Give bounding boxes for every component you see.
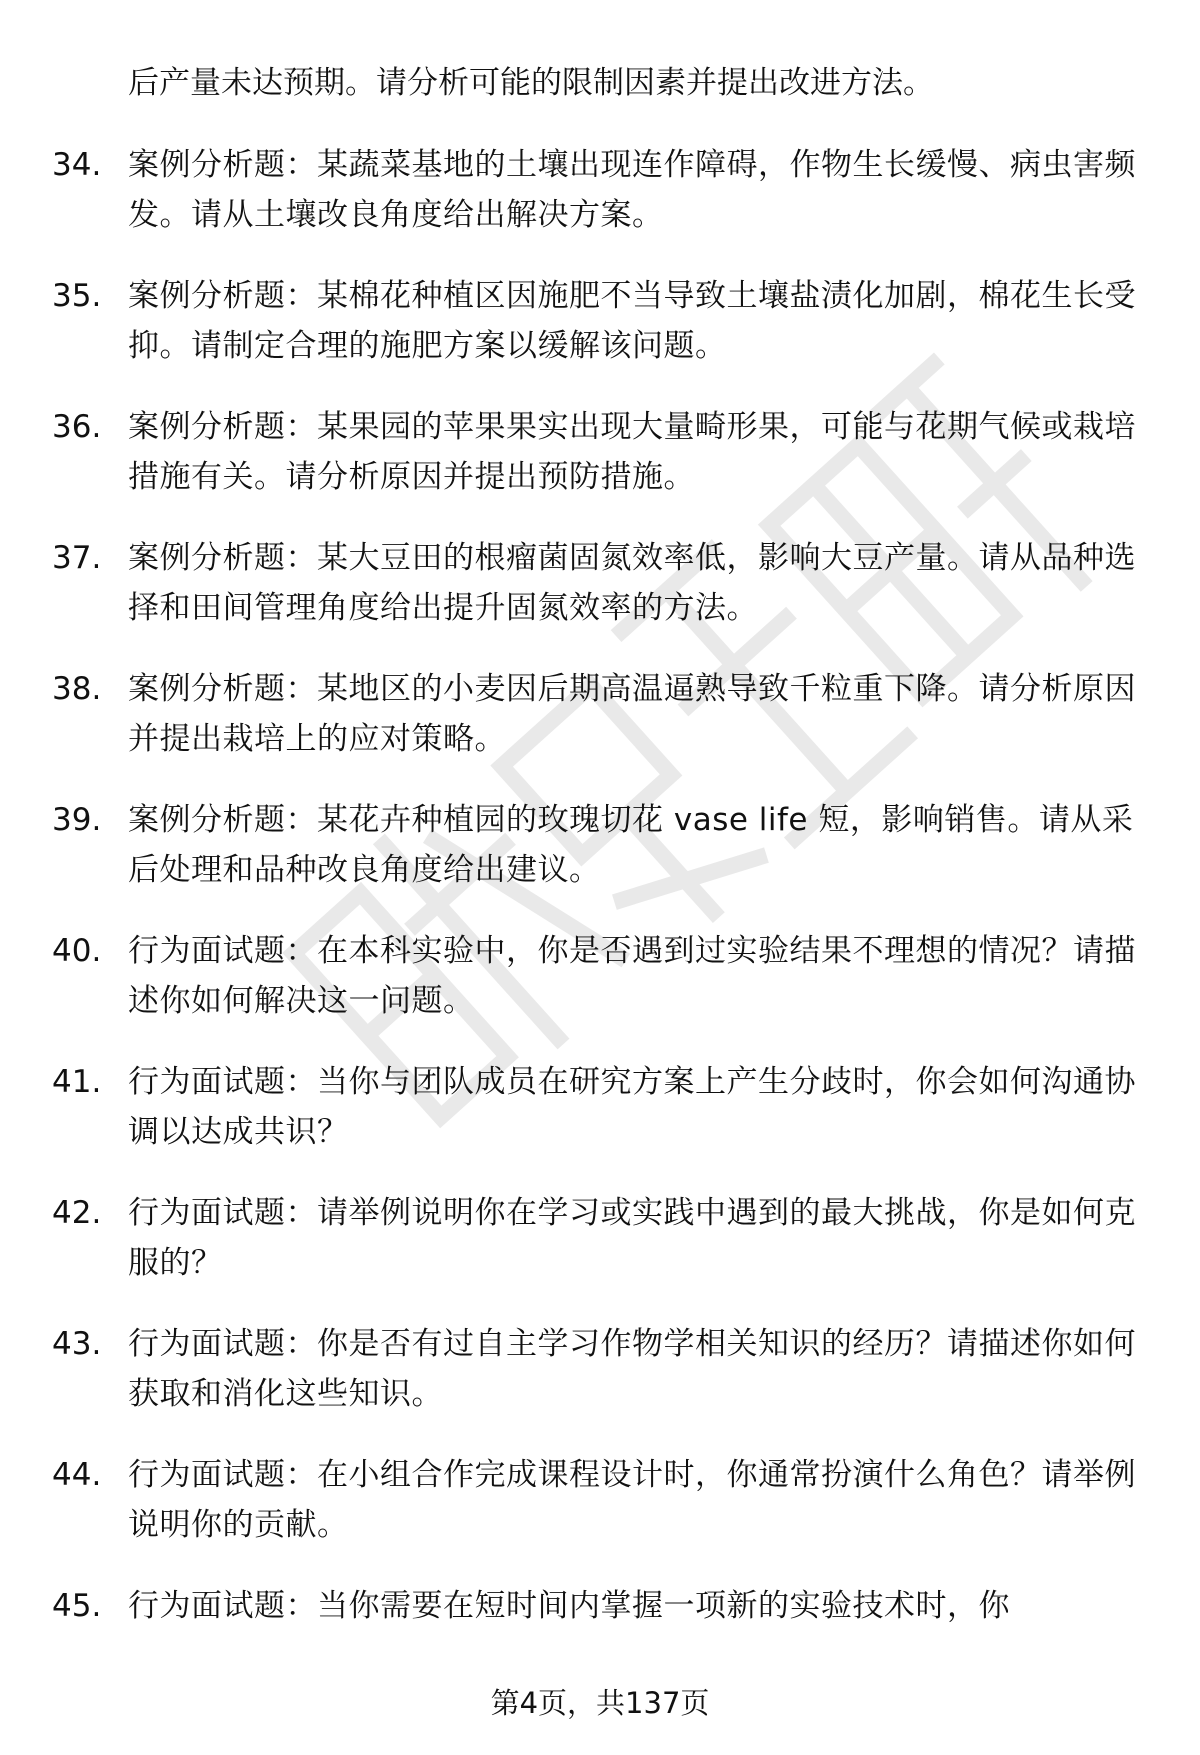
question-text: 案例分析题：某蔬菜基地的土壤出现连作障碍，作物生长缓慢、病虫害频发。请从土壤改良角度给出解决方案。 <box>128 147 1136 233</box>
question-text: 案例分析题：某棉花种植区因施肥不当导致土壤盐渍化加剧，棉花生长受抑。请制定合理的施肥方案以缓解该问题。 <box>128 278 1136 364</box>
question-item <box>0 1057 1200 1188</box>
question-number: 34. <box>52 147 102 183</box>
question-number: 37. <box>52 540 102 576</box>
question-item <box>0 795 1200 926</box>
question-number: 38. <box>52 671 102 707</box>
question-item <box>0 1450 1200 1581</box>
question-text: 案例分析题：某地区的小麦因后期高温逼熟导致千粒重下降。请分析原因并提出栽培上的应对策略。 <box>128 671 1136 757</box>
question-text: 行为面试题：你是否有过自主学习作物学相关知识的经历？请描述你如何获取和消化这些知识。 <box>128 1326 1136 1412</box>
question-number: 39. <box>52 802 102 838</box>
page-footer: 第4页，共137页 <box>490 1686 710 1720</box>
question-item <box>0 271 1200 402</box>
question-text: 行为面试题：当你需要在短时间内掌握一项新的实验技术时，你 <box>128 1588 1010 1624</box>
question-text: 案例分析题：某花卉种植园的玫瑰切花 vase life 短，影响销售。请从采后处理和品种改良角度给出建议。 <box>128 802 1134 888</box>
question-number: 45. <box>52 1588 102 1624</box>
question-list <box>0 140 1200 1712</box>
question-text: 案例分析题：某大豆田的根瘤菌固氮效率低，影响大豆产量。请从品种选择和田间管理角度给出提升固氮效率的方法。 <box>128 540 1136 626</box>
question-item <box>0 1319 1200 1450</box>
question-number: 44. <box>52 1457 102 1493</box>
continuation-line: 后产量未达预期。请分析可能的限制因素并提出改进方法。 <box>128 65 934 101</box>
question-item <box>0 664 1200 795</box>
question-number: 35. <box>52 278 102 314</box>
question-number: 41. <box>52 1064 102 1100</box>
question-text: 行为面试题：在本科实验中，你是否遇到过实验结果不理想的情况？请描述你如何解决这一问题。 <box>128 933 1136 1019</box>
question-number: 42. <box>52 1195 102 1231</box>
question-number: 40. <box>52 933 102 969</box>
question-text: 行为面试题：当你与团队成员在研究方案上产生分歧时，你会如何沟通协调以达成共识？ <box>128 1064 1136 1150</box>
question-text: 行为面试题：请举例说明你在学习或实践中遇到的最大挑战，你是如何克服的？ <box>128 1195 1136 1281</box>
question-number: 43. <box>52 1326 102 1362</box>
question-item <box>0 140 1200 271</box>
question-item <box>0 533 1200 664</box>
question-text: 案例分析题：某果园的苹果果实出现大量畸形果，可能与花期气候或栽培措施有关。请分析原因并提出预防措施。 <box>128 409 1136 495</box>
question-item <box>0 402 1200 533</box>
question-item <box>0 926 1200 1057</box>
question-number: 36. <box>52 409 102 445</box>
question-item <box>0 1188 1200 1319</box>
question-text: 行为面试题：在小组合作完成课程设计时，你通常扮演什么角色？请举例说明你的贡献。 <box>128 1457 1136 1543</box>
